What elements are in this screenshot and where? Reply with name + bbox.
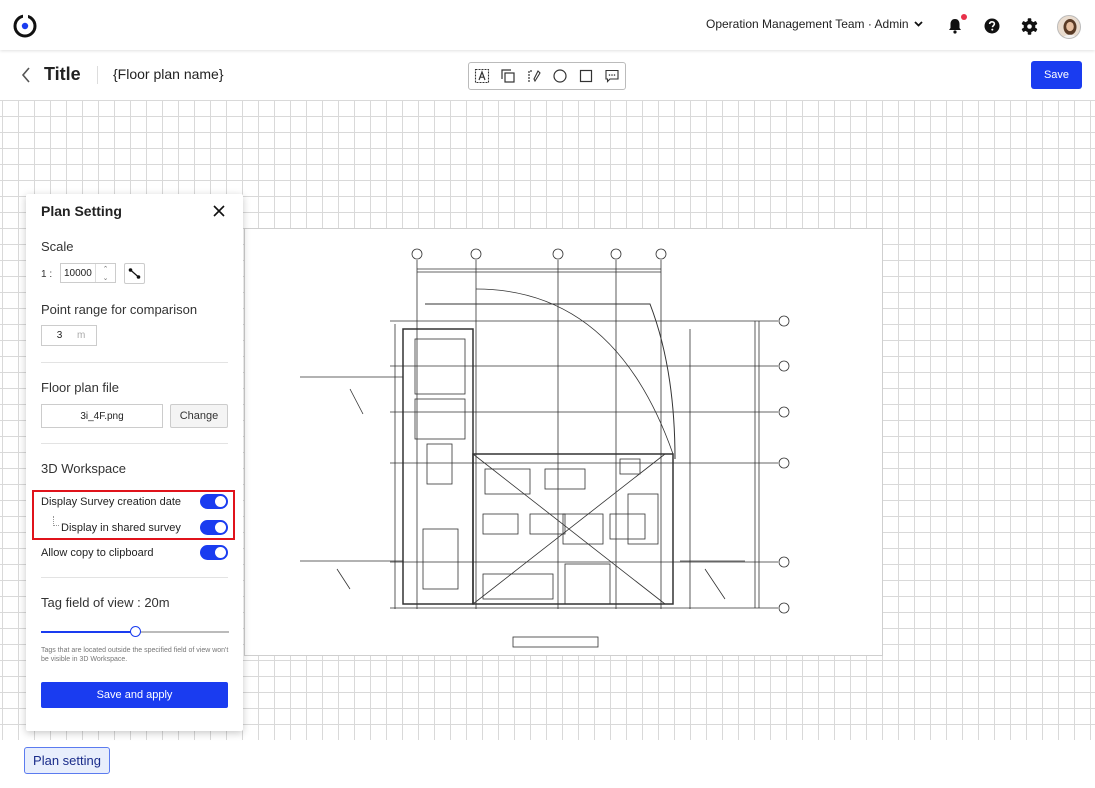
notification-dot bbox=[961, 14, 967, 20]
logo-icon[interactable] bbox=[12, 13, 38, 39]
scale-stepper[interactable] bbox=[95, 264, 115, 282]
divider bbox=[41, 443, 228, 444]
toggle-label: Allow copy to clipboard bbox=[41, 547, 154, 559]
avatar[interactable] bbox=[1057, 15, 1081, 39]
point-range-value: 3 bbox=[56, 330, 63, 341]
floor-plan-name: {Floor plan name} bbox=[113, 66, 224, 82]
plan-setting-panel bbox=[26, 194, 243, 731]
chevron-down-icon bbox=[914, 21, 923, 27]
toggle-row-survey-date bbox=[41, 494, 228, 510]
path-tool-button[interactable] bbox=[521, 63, 547, 89]
text-tool-icon bbox=[474, 68, 490, 84]
toggle-label: Display Survey creation date bbox=[41, 496, 182, 508]
stepper-down-icon[interactable]: ⌄ bbox=[102, 274, 109, 282]
help-icon bbox=[984, 18, 1000, 34]
circle-tool-icon bbox=[552, 68, 568, 84]
measure-scale-button[interactable] bbox=[124, 263, 145, 284]
clipboard-toggle[interactable] bbox=[200, 545, 228, 560]
shared-survey-toggle[interactable] bbox=[200, 520, 228, 535]
tag-fov-label: Tag field of view : 20m bbox=[41, 595, 170, 610]
rectangle-tool-icon bbox=[578, 68, 594, 84]
scale-prefix: 1 : bbox=[41, 269, 53, 280]
rectangle-tool-button[interactable] bbox=[573, 63, 599, 89]
copy-tool-button[interactable] bbox=[495, 63, 521, 89]
floor-plan-file-label: Floor plan file bbox=[41, 380, 120, 395]
slider-fill bbox=[41, 631, 135, 633]
point-range-unit: m bbox=[77, 330, 86, 341]
save-and-apply-button[interactable]: Save and apply bbox=[41, 682, 228, 708]
scale-label: Scale bbox=[41, 239, 74, 254]
back-arrow-icon[interactable] bbox=[20, 66, 32, 84]
help-button[interactable] bbox=[983, 17, 1001, 35]
survey-date-toggle[interactable] bbox=[200, 494, 228, 509]
circle-tool-button[interactable] bbox=[547, 63, 573, 89]
comment-tool-button[interactable] bbox=[599, 63, 625, 89]
divider bbox=[41, 362, 228, 363]
page-title: Title bbox=[44, 64, 81, 84]
point-range-label: Point range for comparison bbox=[41, 302, 198, 317]
copy-tool-icon bbox=[500, 68, 516, 84]
slider-thumb[interactable] bbox=[130, 626, 141, 637]
stepper-up-icon[interactable]: ⌃ bbox=[102, 265, 109, 273]
measure-icon bbox=[128, 267, 141, 280]
sub-item-indicator bbox=[53, 516, 59, 526]
drawing-toolbar bbox=[468, 62, 626, 90]
toggle-row-shared-survey bbox=[41, 520, 228, 536]
point-range-input[interactable] bbox=[41, 325, 97, 346]
comment-tool-icon bbox=[604, 68, 620, 84]
plan-setting-button[interactable]: Plan setting bbox=[24, 747, 110, 774]
floor-plan-drawing bbox=[245, 229, 884, 657]
toggle-label: Display in shared survey bbox=[61, 522, 181, 534]
team-selector[interactable] bbox=[706, 17, 923, 31]
bell-icon bbox=[948, 18, 962, 34]
change-file-button[interactable]: Change bbox=[170, 404, 228, 428]
settings-button[interactable] bbox=[1020, 17, 1038, 35]
floor-plan-file-name: 3i_4F.png bbox=[41, 404, 163, 428]
tag-fov-note: Tags that are located outside the specified field of view won't be visible in 3D Workspace. bbox=[41, 647, 229, 663]
title-divider bbox=[97, 66, 98, 84]
path-tool-icon bbox=[526, 68, 542, 84]
workspace-label: 3D Workspace bbox=[41, 461, 127, 476]
text-tool-button[interactable] bbox=[469, 63, 495, 89]
gear-icon bbox=[1021, 18, 1038, 35]
close-icon[interactable] bbox=[213, 205, 225, 217]
toggle-row-clipboard bbox=[41, 545, 228, 561]
divider bbox=[41, 577, 228, 578]
panel-title: Plan Setting bbox=[41, 203, 122, 219]
team-selector-label: Operation Management Team · Admin bbox=[706, 17, 909, 31]
top-bar bbox=[0, 0, 1095, 50]
save-button[interactable]: Save bbox=[1031, 61, 1082, 89]
floor-plan-image[interactable] bbox=[244, 228, 883, 656]
notification-button[interactable] bbox=[946, 17, 964, 35]
tag-fov-slider[interactable] bbox=[41, 631, 229, 633]
user-avatar-icon bbox=[1058, 16, 1081, 39]
